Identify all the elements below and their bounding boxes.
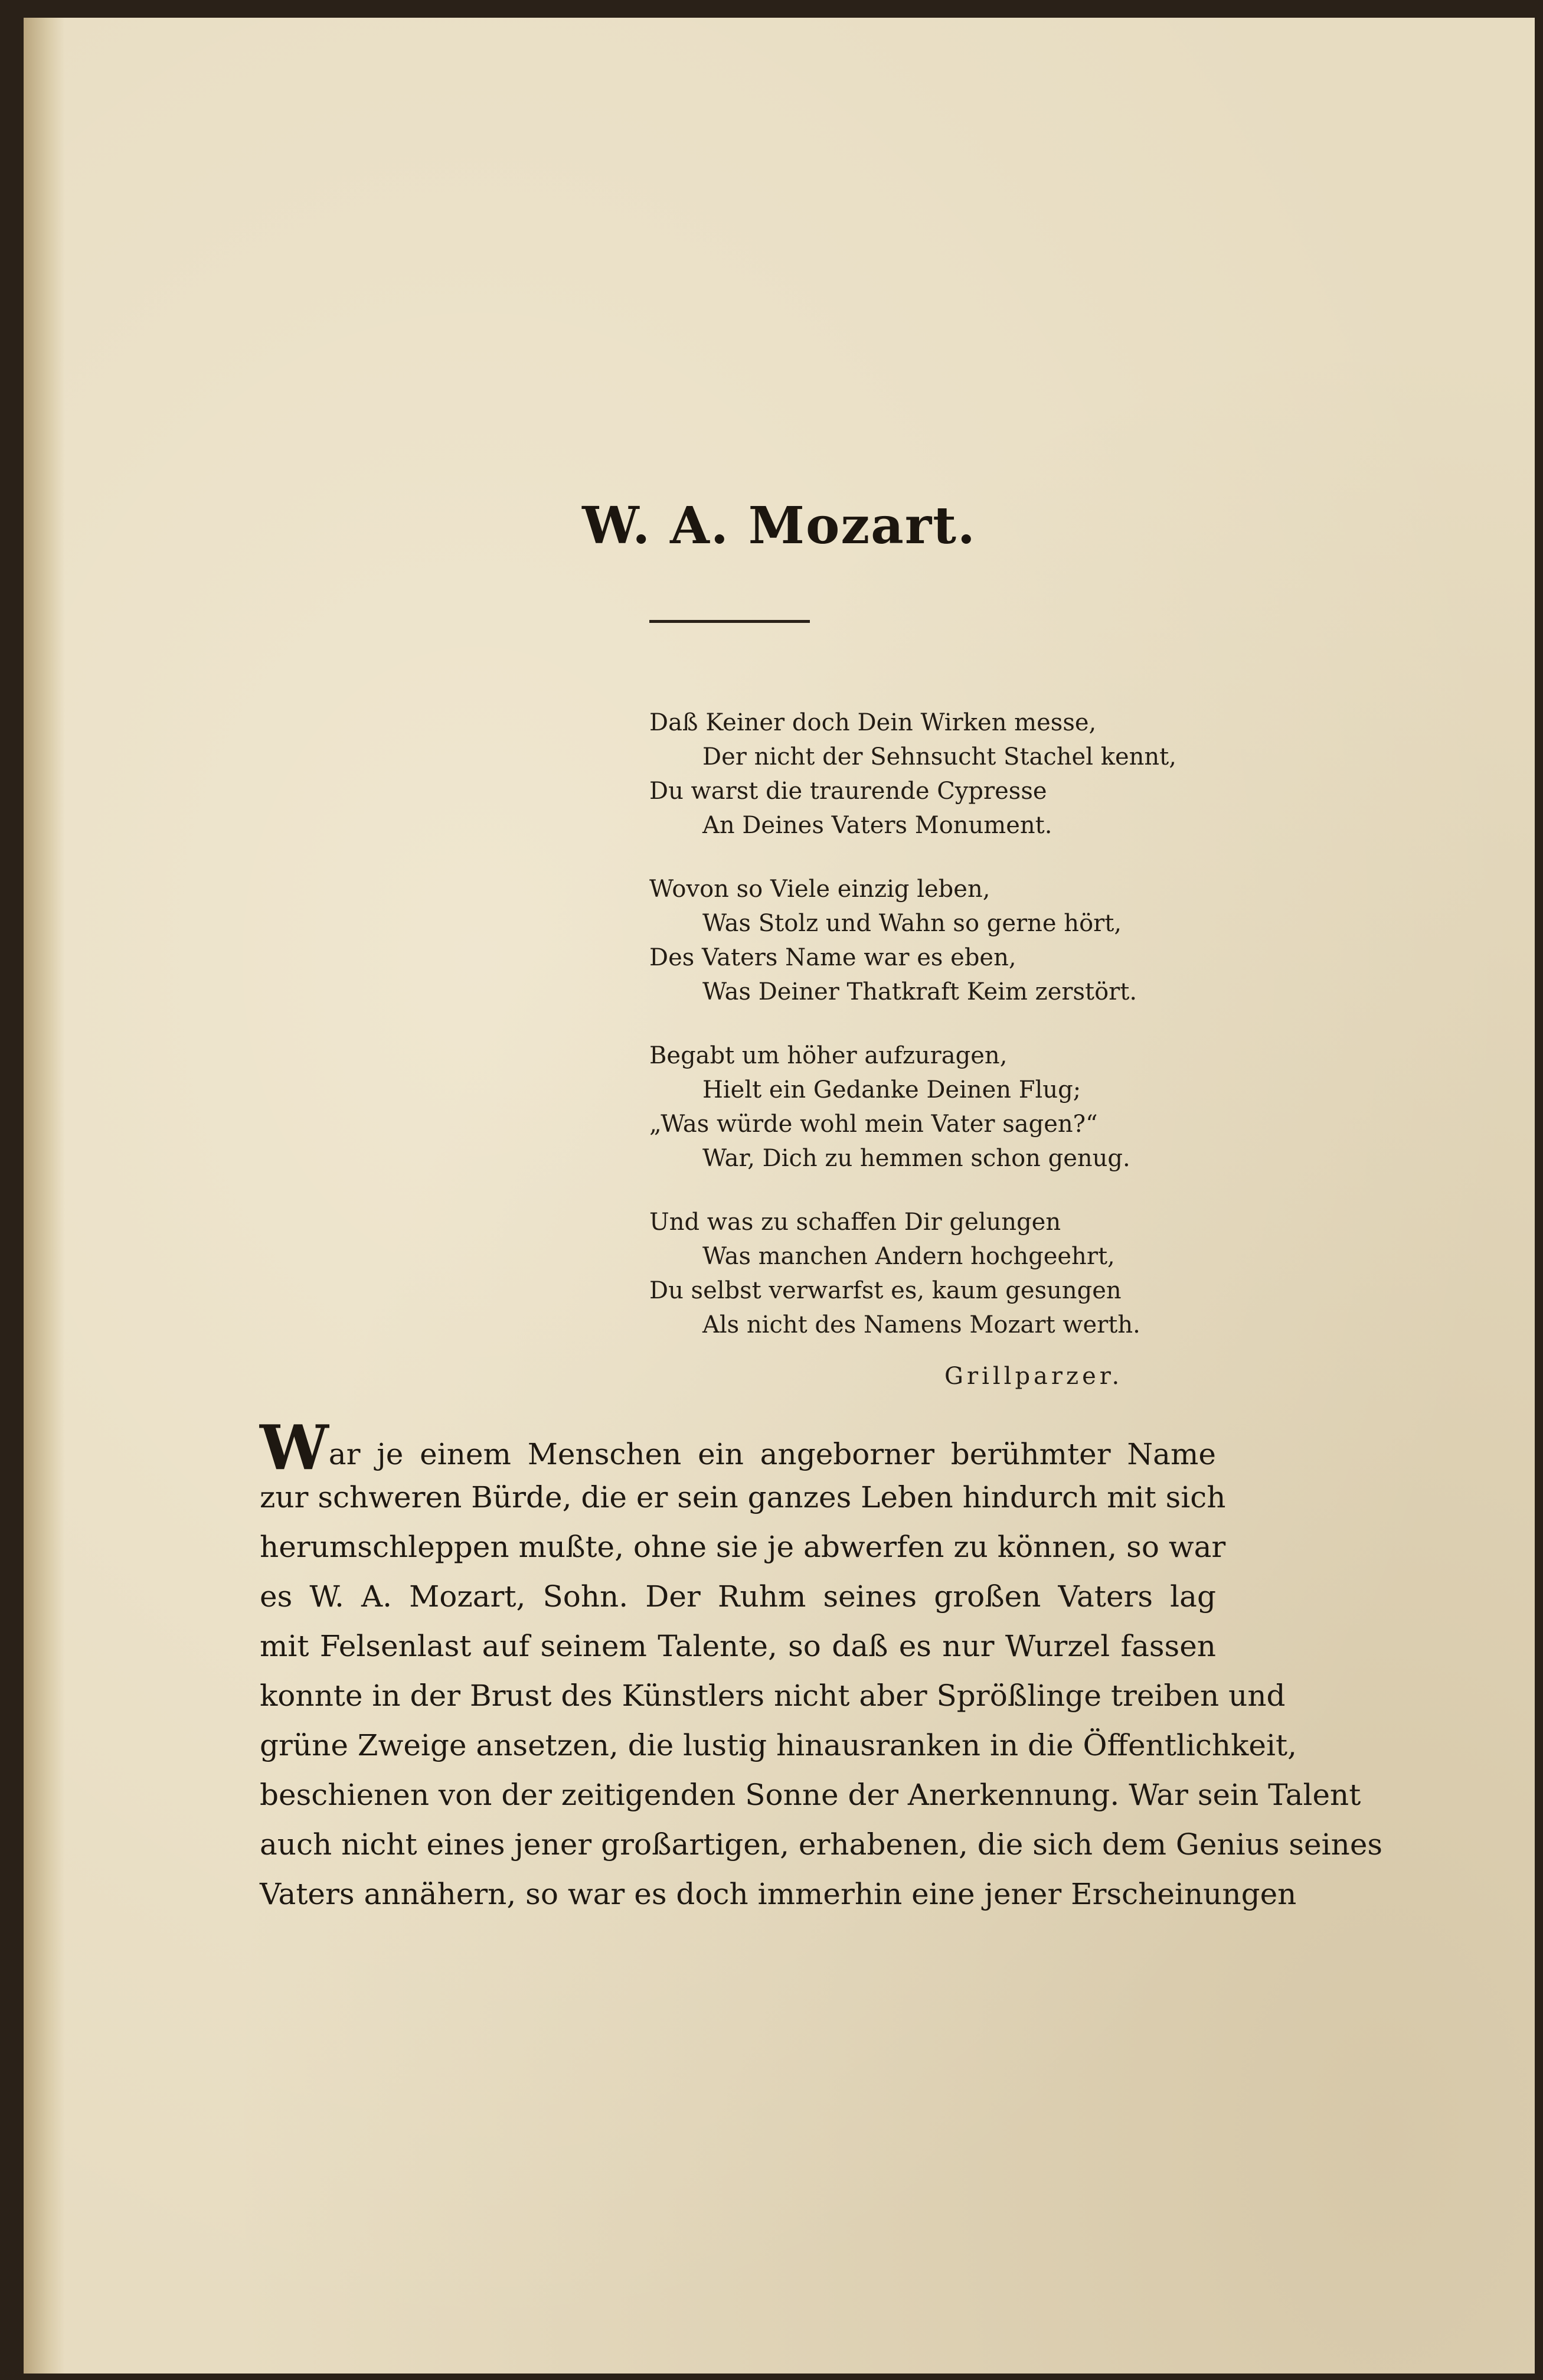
page-title: W. A. Mozart. — [582, 496, 976, 556]
body-line: herumschleppen mußte, ohne sie je abwerfen zu können, so war — [260, 1530, 1226, 1564]
body-line: auch nicht eines jener großartigen, erhabenen, die sich dem Genius seines — [260, 1827, 1383, 1862]
poem-line: Und was zu schaffen Dir gelungen — [649, 1209, 1061, 1236]
poem-line: Daß Keiner doch Dein Wirken messe, — [649, 709, 1097, 736]
poem-stanza — [649, 1039, 1240, 1176]
poem-stanza — [649, 1205, 1240, 1342]
title-divider — [649, 620, 810, 623]
poem-stanza — [649, 706, 1240, 843]
poem-line: Wovon so Viele einzig leben, — [649, 876, 990, 903]
body-line: beschienen von der zeitigenden Sonne der Anerkennung. War sein Talent — [260, 1778, 1361, 1812]
body-line: es W. A. Mozart, Sohn. Der Ruhm seines großen Vaters lag — [260, 1579, 1216, 1614]
body-line: mit Felsenlast auf seinem Talente, so daß es nur Wurzel fassen — [260, 1629, 1216, 1663]
poem-line: Du selbst verwarfst es, kaum gesungen — [649, 1277, 1122, 1304]
body-line-text: ar je einem Menschen ein angeborner berühmter Name — [328, 1437, 1216, 1471]
body-line: zur schweren Bürde, die er sein ganzes Leben hindurch mit sich — [260, 1480, 1226, 1514]
body-line: konnte in der Brust des Künstlers nicht aber Sprößlinge treiben und — [260, 1679, 1286, 1713]
poem-line: Der nicht der Sehnsucht Stachel kennt, — [702, 743, 1176, 771]
page-binding-edge — [24, 18, 65, 2374]
poem-author: Grillparzer. — [944, 1363, 1123, 1390]
poem-line: An Deines Vaters Monument. — [702, 812, 1052, 839]
poem-stanza — [649, 872, 1240, 1009]
body-line: Vaters annähern, so war es doch immerhin eine jener Erscheinungen — [260, 1877, 1297, 1911]
poem-line: Hielt ein Gedanke Deinen Flug; — [702, 1076, 1081, 1104]
epigraph-poem — [649, 706, 1240, 1372]
poem-line: Du warst die traurende Cypresse — [649, 778, 1047, 805]
poem-line: Des Vaters Name war es eben, — [649, 944, 1016, 971]
poem-line: „Was würde wohl mein Vater sagen?“ — [649, 1111, 1098, 1138]
poem-line: Was Deiner Thatkraft Keim zerstört. — [702, 978, 1137, 1005]
drop-cap: W — [260, 1411, 329, 1484]
poem-line: Begabt um höher aufzuragen, — [649, 1042, 1008, 1069]
body-text — [260, 1411, 1383, 1919]
body-line: grüne Zweige ansetzen, die lustig hinausranken in die Öffentlichkeit, — [260, 1728, 1297, 1762]
poem-line: Was Stolz und Wahn so gerne hört, — [702, 910, 1122, 937]
book-page — [24, 18, 1535, 2374]
poem-line: Als nicht des Namens Mozart werth. — [702, 1311, 1140, 1338]
poem-line: Was manchen Andern hochgeehrt, — [702, 1243, 1115, 1270]
poem-line: War, Dich zu hemmen schon genug. — [702, 1145, 1130, 1172]
body-line — [260, 1411, 1216, 1484]
